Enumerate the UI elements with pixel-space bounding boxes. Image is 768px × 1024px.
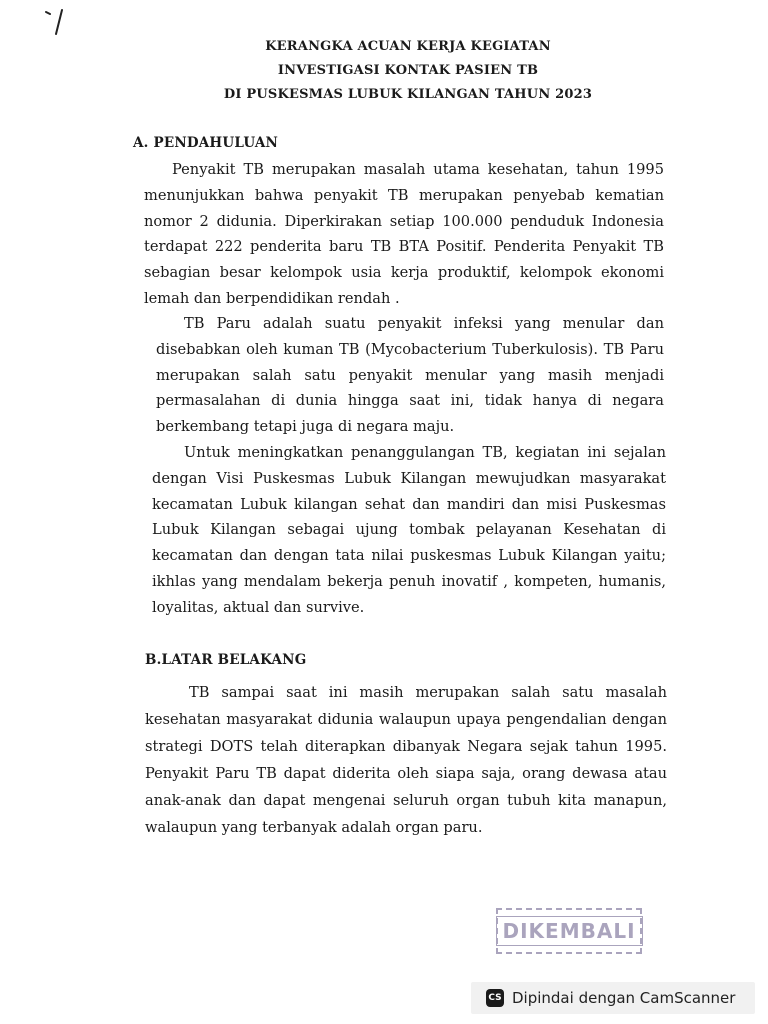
camscanner-watermark-text: Dipindai dengan CamScanner bbox=[512, 989, 736, 1007]
stamp-text: DIKEMBALI bbox=[496, 916, 643, 946]
stamp bbox=[496, 908, 642, 954]
camscanner-watermark bbox=[471, 982, 755, 1014]
title-line-1: KERANGKA ACUAN KERJA KEGIATAN bbox=[265, 39, 551, 54]
paragraph-latar-belakang-1: TB sampai saat ini masih merupakan salah satu masalah kesehatan masyarakat didunia walaupun upaya pengendalian dengan strategi DOTS telah diterapkan dibanyak Negara sejak tahun 1995. Penyakit Paru TB dapat diderita oleh siapa saja, orang dewasa atau anak-anak dan dapat mengenai seluruh organ tubuh kita manapun, walaupun yang terbanyak adalah organ paru. bbox=[145, 684, 667, 836]
camscanner-icon: CS bbox=[486, 989, 504, 1007]
paragraph-pendahuluan-2: TB Paru adalah suatu penyakit infeksi yang menular dan disebabkan oleh kuman TB (Mycobacterium Tuberkulosis). TB Paru merupakan salah satu penyakit menular yang masih menjadi permasalahan di dunia hingga saat ini, tidak hanya di negara berkembang tetapi juga di negara maju. bbox=[156, 315, 664, 436]
title-line-3: DI PUSKESMAS LUBUK KILANGAN TAHUN 2023 bbox=[223, 87, 593, 102]
title-line-2: INVESTIGASI KONTAK PASIEN TB bbox=[277, 63, 539, 78]
section-b-heading: B.LATAR BELAKANG bbox=[145, 652, 307, 668]
section-a-heading: A. PENDAHULUAN bbox=[133, 135, 279, 151]
paragraph-pendahuluan-3: Untuk meningkatkan penanggulangan TB, kegiatan ini sejalan dengan Visi Puskesmas Lubuk Kilangan mewujudkan masyarakat kecamatan Lubuk kilangan sehat dan mandiri dan misi Puskesmas Lubuk Kilangan sebagai ujung tombak pelayanan Kesehatan di kecamatan dan dengan tata nilai puskesmas Lubuk Kilangan yaitu; ikhlas yang mendalam bekerja penuh inovatif , kompeten, humanis, loyalitas, aktual dan survive. bbox=[152, 444, 666, 616]
document-title bbox=[0, 35, 768, 107]
pen-mark bbox=[40, 4, 70, 38]
paragraph-pendahuluan-1: Penyakit TB merupakan masalah utama kesehatan, tahun 1995 menunjukkan bahwa penyakit TB merupakan penyebab kematian nomor 2 didunia. Diperkirakan setiap 100.000 penduduk Indonesia terdapat 222 penderita baru TB BTA Positif. Penderita Penyakit TB sebagian besar kelompok usia kerja produktif, kelompok ekonomi lemah dan berpendidikan rendah . bbox=[144, 161, 664, 307]
